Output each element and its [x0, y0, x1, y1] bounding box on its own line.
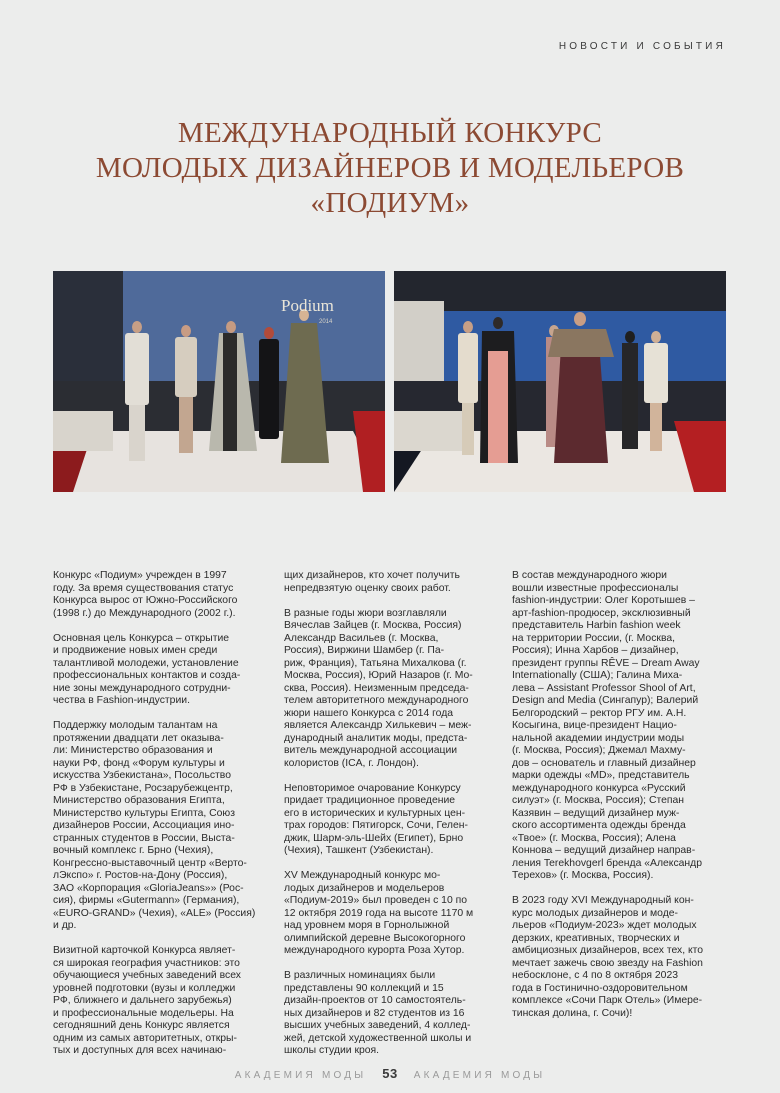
paragraph: Визитной карточкой Конкурса являет- ся широкая география участников: это обучающиеся учебных заведений всех уровней подготовки (вузы и колледжи РФ, ближнего и дальнего зарубежья) и профессиональные модельеры. На сегодняшний день Конкурс является одним из самых авторитетных, откры- тых и доступных для всех начинаю-	[53, 945, 241, 1056]
paragraph: Поддержку молодым талантам на протяжении двадцати лет оказыва- ли: Министерство образования и науки РФ, фонд «Форум культуры и искусства Узбекистана», Посольство РФ в Узбекистане, Росзарубежцентр, Министерство образования Египта, Министерство культуры Египта, Союз дизайнеров России, Ассоциация ино- странных студентов в России, Выста- вочный комплекс г. Брно (Чехия), Конгрессно-выставочный центр «Верто- лЭкспо» г. Ростов-на-Дону (Россия), ЗАО «Корпорация «GloriaJeans»» (Рос- сия), фирмы «Gutermann» (Германия), «EURO-GRAND» (Чехия), «ALE» (Россия) и др.	[53, 720, 256, 931]
text-column-2	[284, 570, 502, 1070]
text-column-1	[53, 570, 271, 1070]
paragraph: В состав международного жюри вошли известные профессионалы fashion-индустрии: Олег Коротышев – арт-fashion-продюсер, эксклюзивный представитель Harbin fashion week на территории России, (г. Москва, Россия); Инна Харбов – дизайнер, президент группы RÊVE – Dream Away Internationally (США); Галина Михa- лева – Assistant Professor Shool of Art, Design and Media (Сингапур); Валерий Белгородский – ректор РГУ им. А.Н. Косыгина, вице-президент Нацио- нальной академии индустрии моды (г. Москва, Россия); Джемал Махму- дов – основатель и главный дизайнер марки одежды «MD», представитель международного конкурса «Русский силуэт» (г. Москва, Россия); Степан Казявин – ведущий дизайнер муж- ского ассортимента одежды бренда «Твое» (г. Москва, Россия); Алена Коннова – ведущий дизайнер направ- ления Terekhovgerl бренда «Александр Терехов» (г. Москва, Россия).	[512, 570, 703, 881]
section-label: НОВОСТИ И СОБЫТИЯ	[558, 41, 726, 52]
title-line: МЕЖДУНАРОДНЫЙ КОНКУРС	[177, 117, 603, 149]
paragraph: В различных номинациях были представлены 90 коллекций и 15 дизайн-проектов от 10 самостоятель- ных дизайнеров и 82 студентов из 16 высших учебных заведений, 4 коллед- жей, детской художественной школы и школы студии кроя.	[284, 970, 472, 1056]
paragraph: В разные годы жюри возглавляли Вячеслав Зайцев (г. Москва, Россия) Александр Васильев (г. Москва, Россия), Виржини Шамбер (г. Па- риж, Франция), Татьяна Михалкова (г. Москва, Россия), Юрий Назаров (г. Мо- сква, Россия). Неизменным председа- телем авторитетного международного жюри нашего Конкурса с 2014 года является Александр Хилькевич – меж- дународный аналитик моды, предста- витель международной ассоциации колористов (ICA, г. Лондон).	[284, 607, 473, 769]
paragraph: щих дизайнеров, кто хочет получить непредвзятую оценку своих работ.	[284, 570, 460, 594]
title-line: «ПОДИУМ»	[310, 187, 470, 219]
podium-logo-year: 2014	[319, 319, 333, 325]
paragraph: Неповторимое очарование Конкурсу придает традиционное проведение его в исторических и культурных цен- трах городов: Пятигорск, Сочи, Гелен- джик, Шарм-эль-Шейх (Египет), Брно (Чехия), Ташкент (Узбекистан).	[284, 782, 468, 856]
page-footer	[0, 1066, 780, 1081]
page-number: 53	[382, 1066, 398, 1081]
paragraph: Конкурс «Подиум» учрежден в 1997 году. За время существования статус Конкурса вырос от Южно-Российского (1998 г.) до Международного (2002 г.).	[53, 570, 238, 619]
title-line: МОЛОДЫХ ДИЗАЙНЕРОВ И МОДЕЛЬЕРОВ	[95, 152, 685, 184]
runway-photo-right	[394, 271, 726, 492]
article-title	[0, 116, 780, 221]
text-column-3	[512, 570, 730, 1033]
paragraph: XV Международный конкурс мо- лодых дизайнеров и модельеров «Подиум-2019» был проведен с 10 по 12 октября 2019 года на высоте 1170 м над уровнем моря в Горнолыжной олимпийской деревне Высокогорного международного курорта Роза Хутор.	[284, 870, 474, 956]
footer-right-text: АКАДЕМИЯ МОДЫ	[413, 1070, 546, 1081]
paragraph: В 2023 году XVI Международный кон- курс молодых дизайнеров и моде- льеров «Подиум-2023» ждет молодых дерзких, креативных, творческих и амбициозных дизайнеров, всех тех, кто мечтает зажечь свою звезду на Fashion небосклоне, с 4 по 8 октября 2023 года в Гостинично-оздоровительном комплексе «Сочи Парк Отель» (Имере- тинская долина, г. Сочи)!	[512, 895, 704, 1019]
footer-left-text: АКАДЕМИЯ МОДЫ	[234, 1070, 367, 1081]
paragraph: Основная цель Конкурса – открытие и продвижение новых имен среди талантливой молодежи, установление профессиональных контактов и созда- ние зоны международного сотрудни- чества в Fashion-индустрии.	[53, 632, 241, 706]
runway-photo-left	[53, 271, 385, 492]
podium-logo-text: Podium	[281, 296, 334, 315]
